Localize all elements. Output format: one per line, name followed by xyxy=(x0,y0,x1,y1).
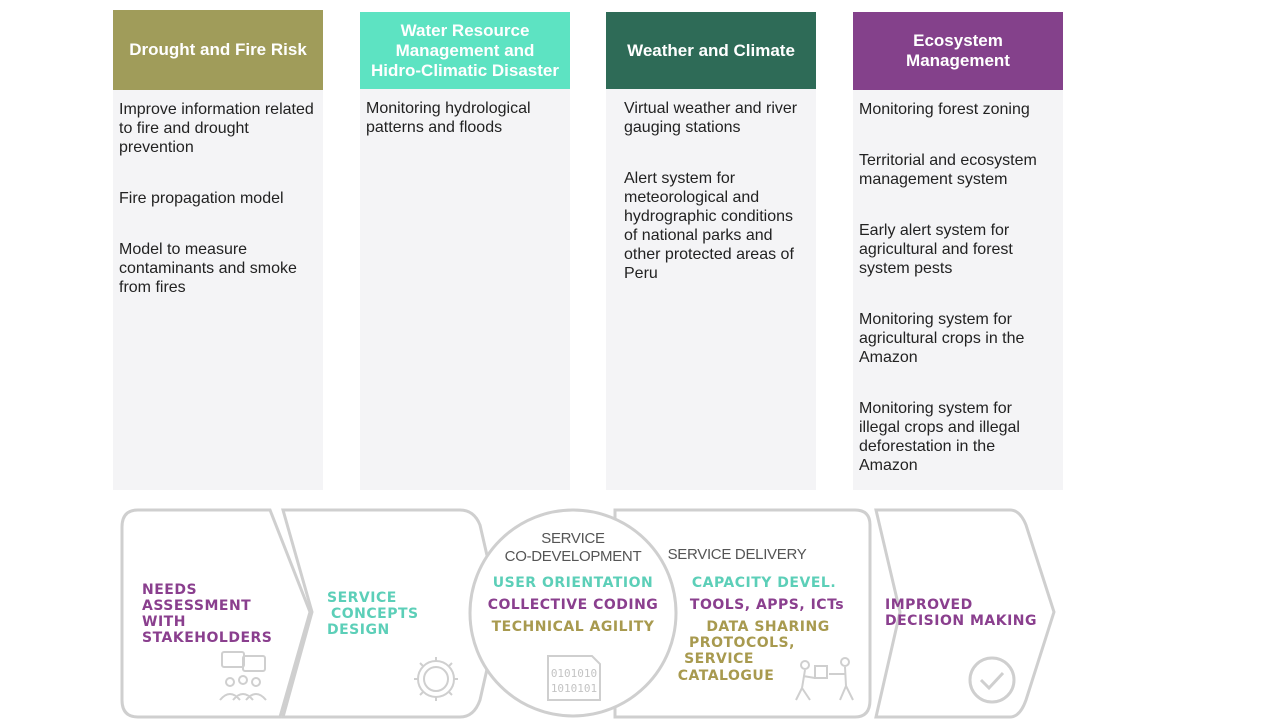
codev-item: TECHNICAL AGILITY xyxy=(491,619,655,635)
binary-text: 1010101 xyxy=(550,682,598,695)
step-label: NEEDS xyxy=(142,582,198,598)
step-label: ASSESSMENT xyxy=(142,598,252,614)
step-label: CONCEPTS xyxy=(331,606,419,622)
codev-title: CO-DEVELOPMENT xyxy=(504,548,642,565)
list-item: Monitoring forest zoning xyxy=(859,101,1030,118)
delivery-item: CATALOGUE xyxy=(677,668,775,684)
step-label: SERVICE xyxy=(327,590,397,606)
delivery-item: DATA SHARING xyxy=(706,619,830,635)
step-label: IMPROVED xyxy=(885,597,973,613)
list-item: Monitoring system for illegal crops and illegal deforestation in the Amazon xyxy=(859,400,1020,474)
step-label: WITH xyxy=(142,614,186,630)
list-item: Early alert system for agricultural and forest system pests xyxy=(859,222,1013,277)
delivery-item: CAPACITY DEVEL. xyxy=(691,575,837,591)
step-label: DESIGN xyxy=(327,622,390,638)
list-item: Improve information related to fire and drought prevention xyxy=(119,101,314,156)
column-title: Drought and Fire Risk xyxy=(113,10,323,90)
list-item: Monitoring hydrological patterns and floods xyxy=(366,100,531,136)
list-item: Territorial and ecosystem management system xyxy=(859,152,1037,188)
column-title: Ecosystem Management xyxy=(853,12,1063,90)
delivery-title: SERVICE DELIVERY xyxy=(667,546,807,563)
binary-text: 0101010 xyxy=(550,667,598,680)
codev-item: USER ORIENTATION xyxy=(492,575,654,591)
codev-item: COLLECTIVE CODING xyxy=(487,597,659,613)
delivery-item: SERVICE xyxy=(684,651,754,667)
list-item: Virtual weather and river gauging stations xyxy=(624,100,798,136)
column-title: Weather and Climate xyxy=(606,12,816,89)
delivery-item: TOOLS, APPS, ICTs xyxy=(689,597,845,613)
list-item: Monitoring system for agricultural crops in the Amazon xyxy=(859,311,1025,366)
codev-title: SERVICE xyxy=(541,530,605,547)
list-item: Fire propagation model xyxy=(119,190,284,207)
delivery-item: PROTOCOLS, xyxy=(689,635,795,651)
list-item: Alert system for meteorological and hydrographic conditions of national parks and other protected areas of Peru xyxy=(624,170,794,282)
list-item: Model to measure contaminants and smoke from fires xyxy=(119,241,297,296)
column-title: Water Resource Management and Hidro-Climatic Disaster xyxy=(360,12,570,89)
step-label: DECISION MAKING xyxy=(885,613,1037,629)
step-label: STAKEHOLDERS xyxy=(142,630,273,646)
